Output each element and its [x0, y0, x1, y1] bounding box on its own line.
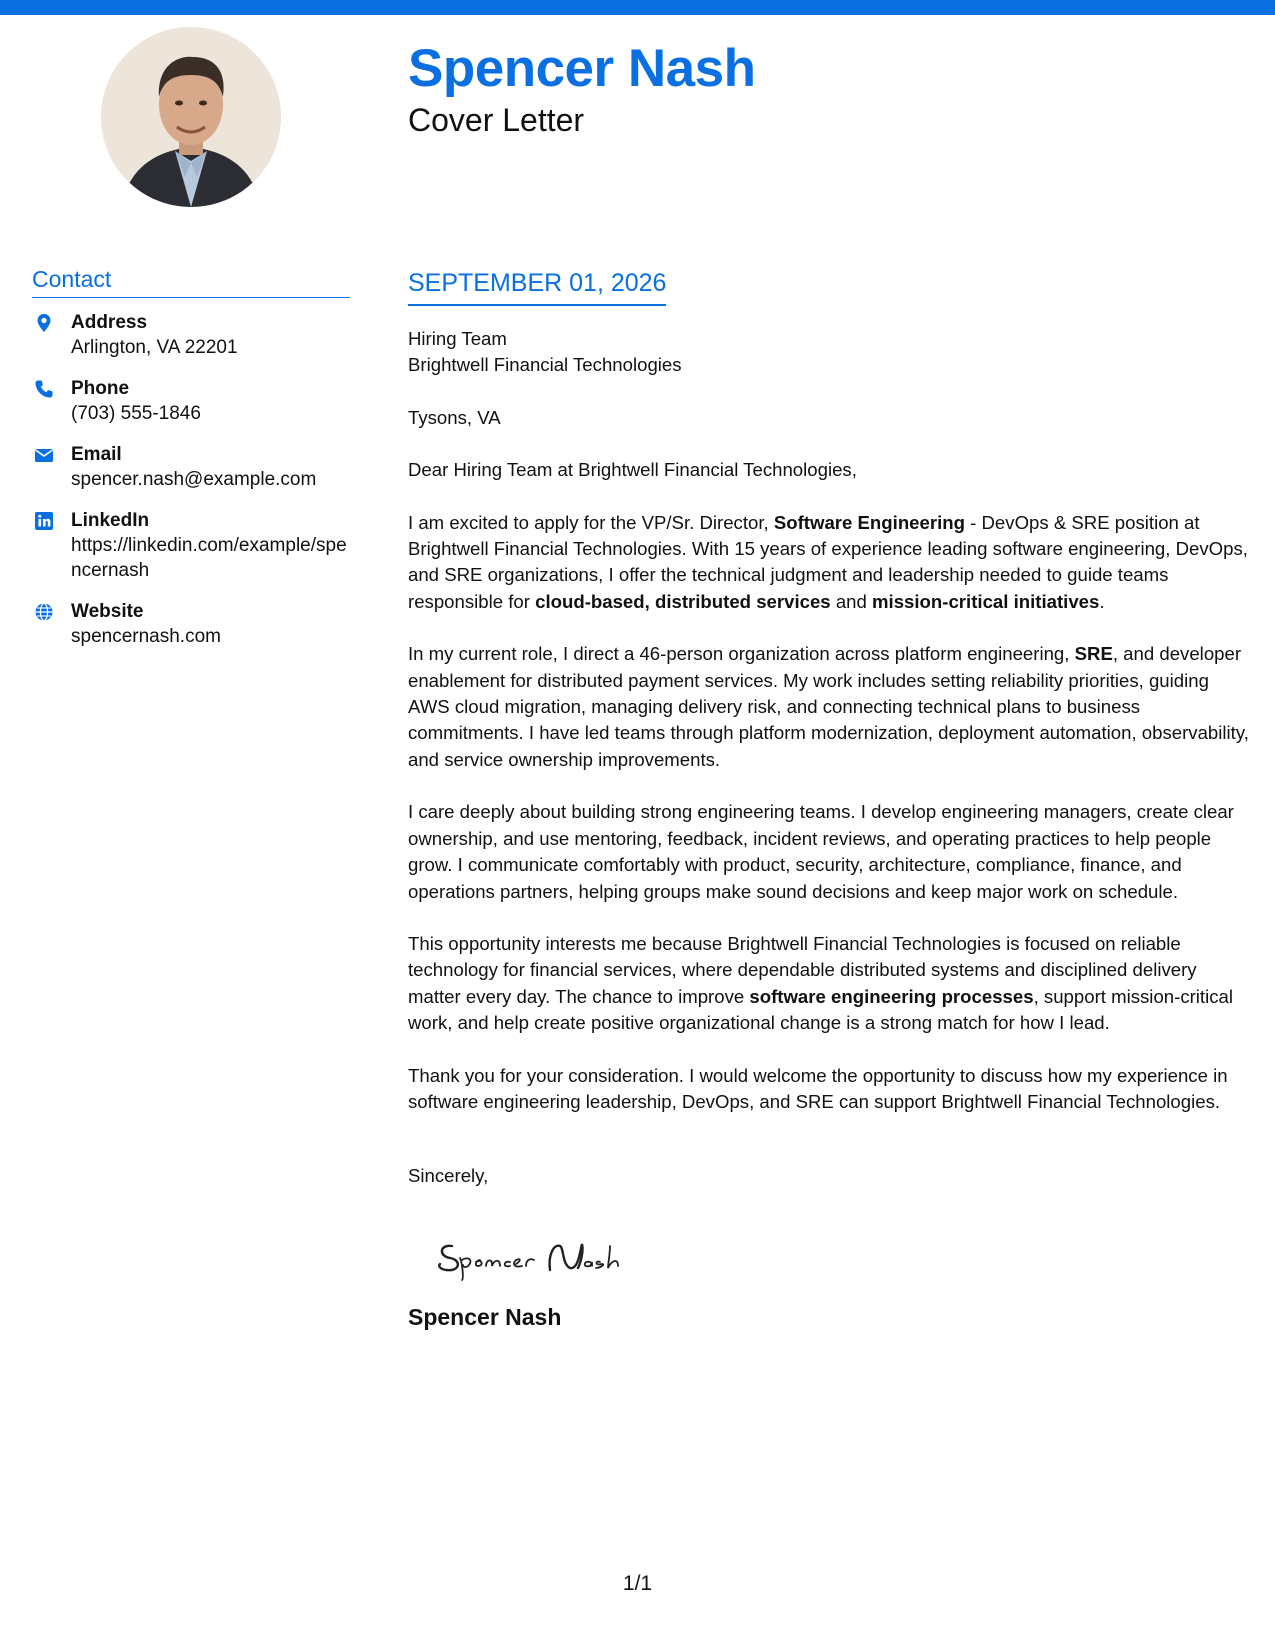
contact-heading: Contact: [32, 266, 350, 298]
text-run: .: [1099, 590, 1105, 612]
envelope-icon: [34, 445, 54, 465]
globe-icon: [34, 602, 54, 622]
page-number: 1/1: [622, 1572, 653, 1595]
contact-phone: [32, 376, 350, 426]
contact-label: Website: [71, 600, 144, 622]
signer-name: Spencer Nash: [408, 1303, 562, 1330]
map-pin-icon: [34, 313, 54, 333]
bold-run: mission-critical initiatives: [872, 590, 1100, 612]
paragraph-5: Thank you for your consideration. I would welcome the opportunity to discuss how my experience in software engineering leadership, DevOps, and SRE can support Brightwell Financial Technologies.: [408, 1064, 1228, 1112]
contact-sidebar: [32, 266, 350, 665]
document-subtitle: Cover Letter: [408, 102, 585, 138]
profile-photo: [101, 27, 281, 207]
applicant-name: Spencer Nash: [408, 39, 756, 98]
text-run: I am excited to apply for the VP/Sr. Director,: [408, 511, 774, 533]
phone-value: (703) 555-1846: [71, 402, 201, 424]
contact-website: [32, 599, 350, 649]
closing: Sincerely,: [408, 1165, 489, 1187]
contact-label: Email: [71, 443, 122, 465]
contact-label: Phone: [71, 377, 130, 399]
phone-icon: [34, 379, 54, 399]
text-run: , support mission-critical work, and help create positive organizational change is a strong match for how I lead.: [408, 985, 1233, 1034]
website-value[interactable]: spencernash.com: [71, 625, 221, 647]
bold-run: software engineering processes: [749, 985, 1034, 1007]
paragraph-2: [408, 641, 1253, 773]
greeting: Dear Hiring Team at Brightwell Financial Technologies,: [408, 459, 857, 481]
handwritten-signature: [430, 1224, 1253, 1284]
paragraph-3: I care deeply about building strong engineering teams. I develop engineering managers, create clear ownership, and use mentoring, feedback, incident reviews, and operating practices to help people grow. I communicate comfortably with product, security, architecture, compliance, finance, and operations partners, helping groups make sound decisions and keep major work on schedule.: [408, 801, 1234, 902]
paragraph-1: [408, 510, 1253, 616]
bold-run: SRE: [1074, 643, 1113, 665]
paragraph-4: [408, 931, 1253, 1037]
linkedin-icon: [34, 511, 54, 531]
text-run: , and developer enablement for distributed payment services. My work includes setting reliability priorities, guiding AWS cloud migration, managing delivery risk, and connecting technical plans to business commitments. I have led teams through platform modernization, deployment automation, observability, and service ownership improvements.: [408, 643, 1249, 770]
text-run: In my current role, I direct a 46-person organization across platform engineering,: [408, 643, 1075, 665]
linkedin-value[interactable]: https://linkedin.com/example/spencernash: [71, 534, 347, 581]
address-value: Arlington, VA 22201: [71, 336, 238, 358]
contact-address: [32, 310, 350, 360]
text-run: and: [830, 590, 873, 612]
text-run: - DevOps & SRE position at Brightwell Financial Technologies. With 15 years of experience leading software engineering, DevOps, and SRE organizations, I offer the technical judgment and leadership needed to guide teams responsible for: [408, 511, 1248, 612]
contact-label: Address: [71, 311, 148, 333]
top-accent-bar: [0, 0, 1275, 15]
recipient-location: Tysons, VA: [408, 406, 501, 428]
contact-label: LinkedIn: [71, 509, 150, 531]
text-run: This opportunity interests me because Brightwell Financial Technologies is focused on reliable technology for financial services, where dependable distributed systems and disciplined delivery matter every day. The chance to improve: [408, 932, 1197, 1007]
letter-date: SEPTEMBER 01, 2026: [408, 268, 666, 306]
recipient-line: Hiring Team: [408, 328, 507, 349]
contact-linkedin: [32, 508, 350, 583]
contact-email: [32, 442, 350, 492]
bold-run: cloud-based, distributed services: [535, 590, 831, 612]
email-value: spencer.nash@example.com: [71, 468, 317, 490]
recipient-company: Brightwell Financial Technologies: [408, 354, 682, 376]
bold-run: Software Engineering: [773, 511, 965, 533]
letter-body: [408, 268, 1253, 1330]
